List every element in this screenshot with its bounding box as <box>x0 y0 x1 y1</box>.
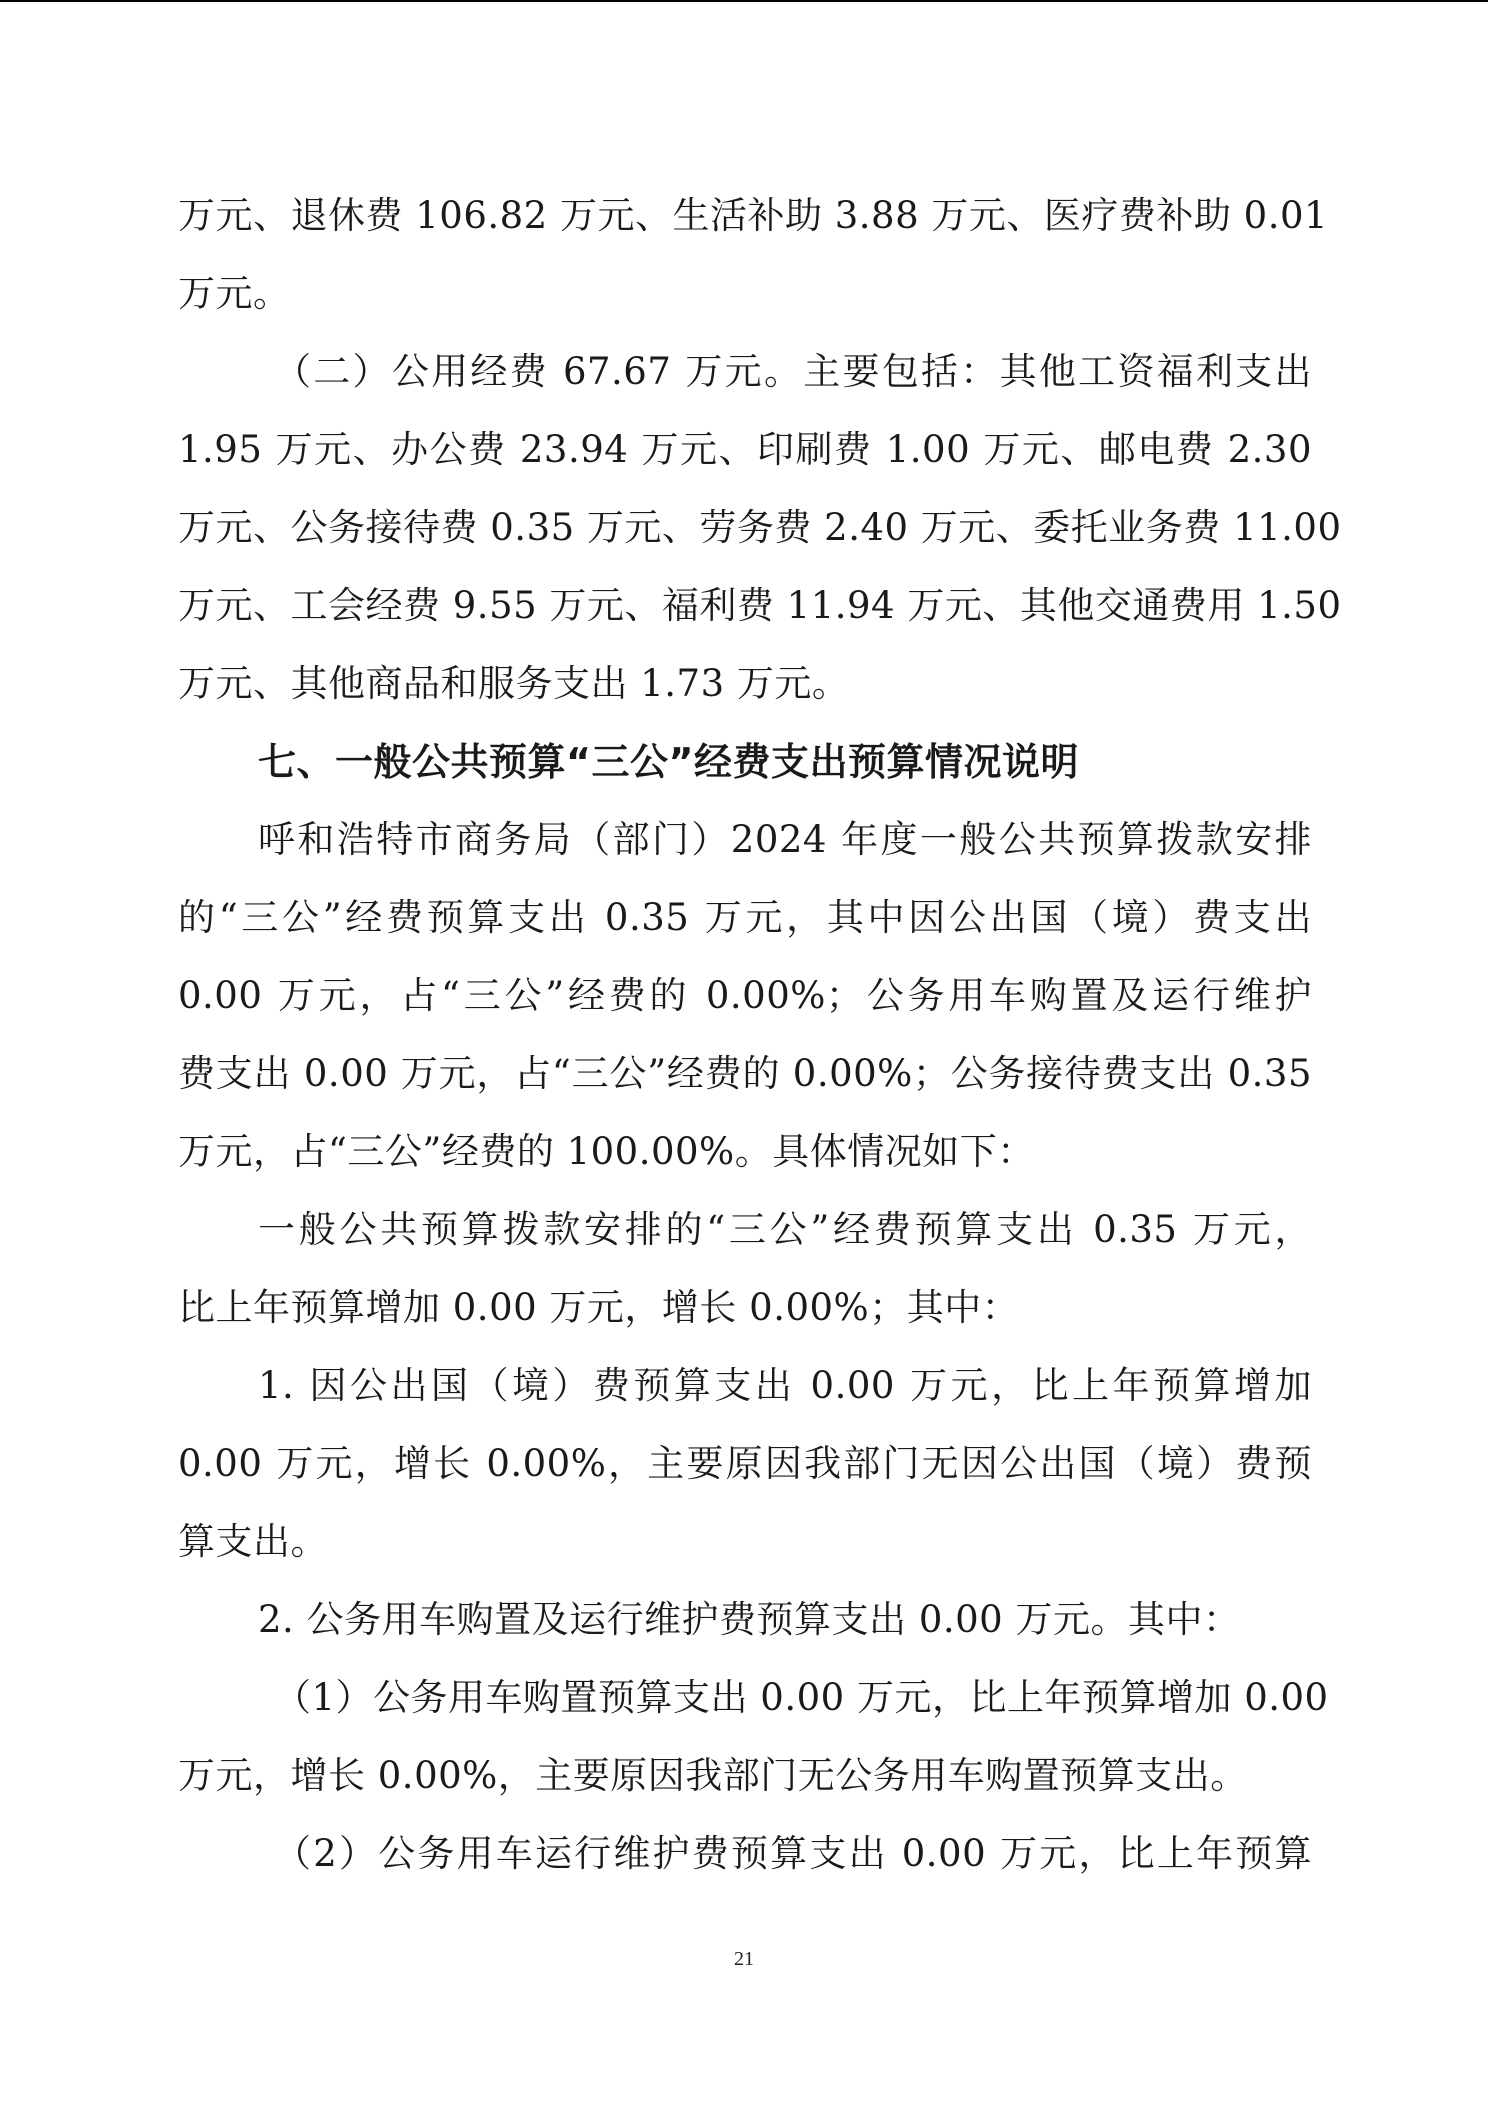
text-line: 比上年预算增加 0.00 万元，增长 0.00%；其中： <box>178 1286 1020 1329</box>
paragraph-public-expenses: （二）公用经费 67.67 万元。主要包括：其他工资福利支出 <box>274 350 1312 393</box>
list-item-vehicles: 2. 公务用车购置及运行维护费预算支出 0.00 万元。其中： <box>258 1598 1241 1641</box>
sub-item-vehicle-maintenance: （2）公务用车运行维护费预算支出 0.00 万元，比上年预算 <box>274 1832 1312 1875</box>
text-line: 万元。 <box>178 272 291 315</box>
text-line: 费支出 0.00 万元，占“三公”经费的 0.00%；公务接待费支出 0.35 <box>178 1052 1312 1095</box>
text-line: 万元、工会经费 9.55 万元、福利费 11.94 万元、其他交通费用 1.50 <box>178 584 1342 627</box>
text-line: 的“三公”经费预算支出 0.35 万元，其中因公出国（境）费支出 <box>178 896 1312 939</box>
text-line: 1.95 万元、办公费 23.94 万元、印刷费 1.00 万元、邮电费 2.30 <box>178 428 1312 471</box>
text-line: 算支出。 <box>178 1520 328 1563</box>
section-heading: 七、一般公共预算“三公”经费支出预算情况说明 <box>258 740 1079 784</box>
text-line: 万元、其他商品和服务支出 1.73 万元。 <box>178 662 850 705</box>
paragraph-three-public: 呼和浩特市商务局（部门）2024 年度一般公共预算拨款安排 <box>258 818 1312 861</box>
paragraph-budget-summary: 一般公共预算拨款安排的“三公”经费预算支出 0.35 万元， <box>258 1208 1312 1251</box>
text-line: 万元，增长 0.00%，主要原因我部门无公务用车购置预算支出。 <box>178 1754 1248 1797</box>
text-line: 万元、公务接待费 0.35 万元、劳务费 2.40 万元、委托业务费 11.00 <box>178 506 1342 549</box>
top-border-line <box>0 0 1488 2</box>
text-line: 0.00 万元，占“三公”经费的 0.00%；公务用车购置及运行维护 <box>178 974 1312 1017</box>
sub-item-vehicle-purchase: （1）公务用车购置预算支出 0.00 万元，比上年预算增加 0.00 <box>274 1676 1329 1719</box>
text-line: 0.00 万元，增长 0.00%，主要原因我部门无因公出国（境）费预 <box>178 1442 1312 1485</box>
text-line: 万元、退休费 106.82 万元、生活补助 3.88 万元、医疗费补助 0.01 <box>178 194 1329 237</box>
page-number: 21 <box>734 1948 754 1970</box>
text-line: 万元，占“三公”经费的 100.00%。具体情况如下： <box>178 1130 1035 1173</box>
list-item-overseas: 1. 因公出国（境）费预算支出 0.00 万元，比上年预算增加 <box>258 1364 1312 1407</box>
